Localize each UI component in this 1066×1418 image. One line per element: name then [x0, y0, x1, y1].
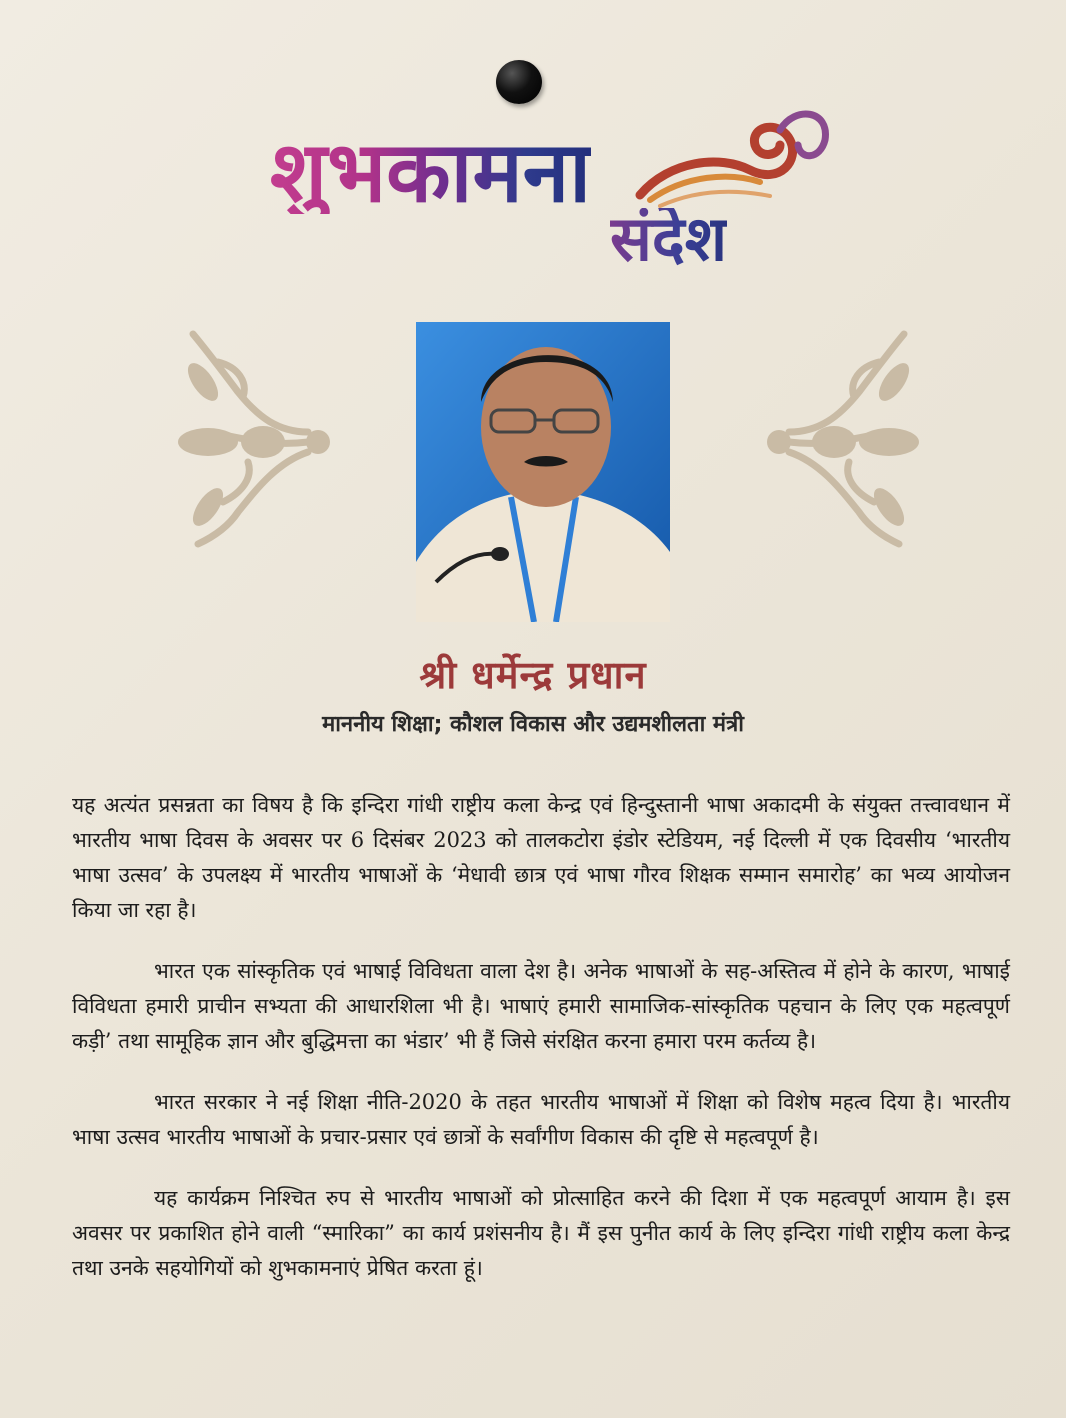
portrait-photo: [416, 322, 670, 622]
message-paragraph: भारत एक सांस्कृतिक एवं भाषाई विविधता वाला देश है। अनेक भाषाओं के सह-अस्तित्व में होने के कारण, भाषाई विविधता हमारी प्राचीन सभ्यता की आधारशिला भी है। भाषाएं हमारी सामाजिक-सांस्कृतिक पहचान के लिए एक महत्वपूर्ण कड़ी’ तथा सामूहिक ज्ञान और बुद्धिमत्ता का भंडार’ भी हैं जिसे संरक्षित करना हमारा परम कर्तव्य है।: [72, 959, 1010, 1053]
heading-title-sub: संदेश: [610, 202, 727, 275]
heading-title-main: शुभकामना: [270, 123, 592, 221]
message-body: [72, 788, 1010, 1312]
message-paragraph: यह कार्यक्रम निश्चित रुप से भारतीय भाषाओं को प्रोत्साहित करने की दिशा में एक महत्वपूर्ण आयाम है। इस अवसर पर प्रकाशित होने वाली “स्मारिका” का कार्य प्रशंसनीय है। मैं इस पुनीत कार्य के लिए इन्दिरा गांधी राष्ट्रीय कला केन्द्र तथा उनके सहयोगियों को शुभकामनाएं प्रेषित करता हूं।: [72, 1186, 1010, 1280]
swirl-ornament-icon: [630, 100, 830, 210]
floral-ornament-right-icon: [754, 322, 929, 552]
message-paragraph: भारत सरकार ने नई शिक्षा नीति-2020 के तहत भारतीय भाषाओं में शिक्षा को विशेष महत्व दिया है। भारतीय भाषा उत्सव भारतीय भाषाओं के प्रचार-प्रसार एवं छात्रों के सर्वांगीण विकास की दृष्टि से महत्वपूर्ण है।: [72, 1090, 1010, 1149]
message-paragraph: यह अत्यंत प्रसन्नता का विषय है कि इन्दिरा गांधी राष्ट्रीय कला केन्द्र एवं हिन्दुस्तानी भाषा अकादमी के संयुक्त तत्त्वावधान में भारतीय भाषा दिवस के अवसर पर 6 दिसंबर 2023 को तालकटोरा इंडोर स्टेडियम, नई दिल्ली में एक दिवसीय ‘भारतीय भाषा उत्सव’ के उपलक्ष्य में भारतीय भाषाओं के ‘मेधावी छात्र एवं भाषा गौरव शिक्षक सम्मान समारोह’ का भव्य आयोजन किया जा रहा है।: [72, 793, 1010, 922]
heading: [270, 100, 830, 290]
floral-ornament-left-icon: [168, 322, 343, 552]
person-designation: माननीय शिक्षा; कौशल विकास और उद्यमशीलता मंत्री: [322, 712, 744, 737]
person-name: श्री धर्मेन्द्र प्रधान: [419, 652, 647, 697]
pushpin: [496, 60, 542, 104]
